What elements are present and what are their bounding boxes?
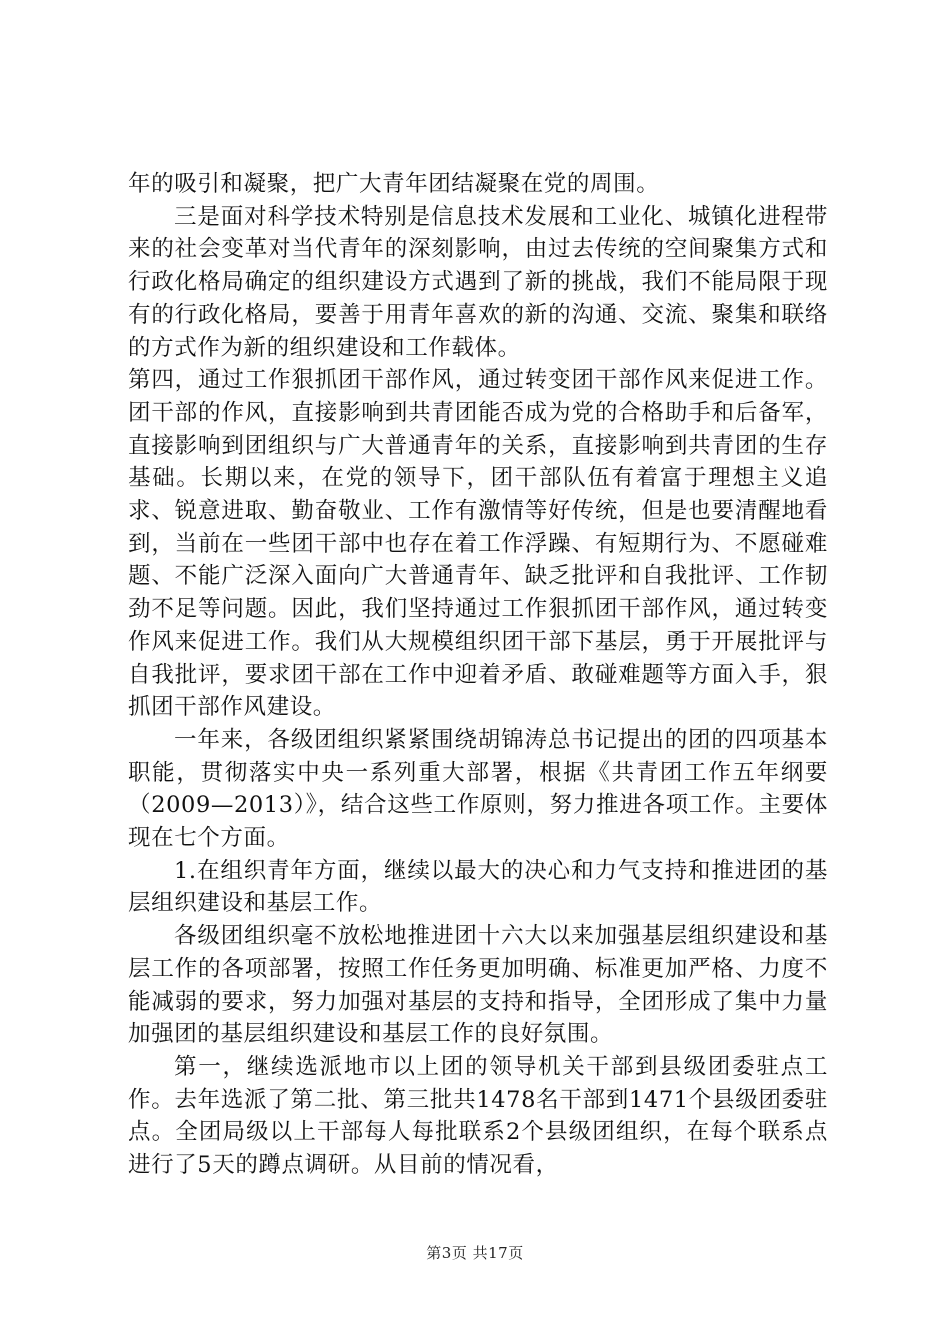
paragraph: 第一，继续选派地市以上团的领导机关干部到县级团委驻点工作。去年选派了第二批、第三批共1478名干部到1471个县级团委驻点。全团局级以上干部每人每批联系2个县级团组织，在每个联系点进行了5天的蹲点调研。从目前的情况看， bbox=[128, 1053, 828, 1179]
paragraph: 三是面对科学技术特别是信息技术发展和工业化、城镇化进程带来的社会变革对当代青年的深刻影响，由过去传统的空间聚集方式和行政化格局确定的组织建设方式遇到了新的挑战，我们不能局限于现有的行政化格局，要善于用青年喜欢的新的沟通、交流、聚集和联络的方式作为新的组织建设和工作载体。 bbox=[128, 203, 828, 361]
page-number-footer: 第3页 共17页 bbox=[426, 1244, 524, 1262]
paragraph: 1.在组织青年方面，继续以最大的决心和力气支持和推进团的基层组织建设和基层工作。 bbox=[128, 857, 828, 917]
paragraph: 一年来，各级团组织紧紧围绕胡锦涛总书记提出的团的四项基本职能，贯彻落实中央一系列重大部署，根据《共青团工作五年纲要（2009—2013）》，结合这些工作原则，努力推进各项工作。主要体现在七个方面。 bbox=[128, 726, 828, 852]
paragraph: 年的吸引和凝聚，把广大青年团结凝聚在党的周围。 bbox=[128, 171, 660, 197]
paragraph: 第四，通过工作狠抓团干部作风，通过转变团干部作风来促进工作。团干部的作风，直接影响到共青团能否成为党的合格助手和后备军，直接影响到团组织与广大普通青年的关系，直接影响到共青团的生存基础。长期以来，在党的领导下，团干部队伍有着富于理想主义追求、锐意进取、勤奋敬业、工作有激情等好传统，但是也要清醒地看到，当前在一些团干部中也存在着工作浮躁、有短期行为、不愿碰难题、不能广泛深入面向广大普通青年、缺乏批评和自我批评、工作韧劲不足等问题。因此，我们坚持通过工作狠抓团干部作风，通过转变作风来促进工作。我们从大规模组织团干部下基层，勇于开展批评与自我批评，要求团干部在工作中迎着矛盾、敢碰难题等方面入手，狠抓团干部作风建设。 bbox=[128, 367, 828, 721]
document-body bbox=[128, 168, 828, 1182]
paragraph: 各级团组织毫不放松地推进团十六大以来加强基层组织建设和基层工作的各项部署，按照工作任务更加明确、标准更加严格、力度不能减弱的要求，努力加强对基层的支持和指导，全团形成了集中力量加强团的基层组织建设和基层工作的良好氛围。 bbox=[128, 923, 828, 1048]
